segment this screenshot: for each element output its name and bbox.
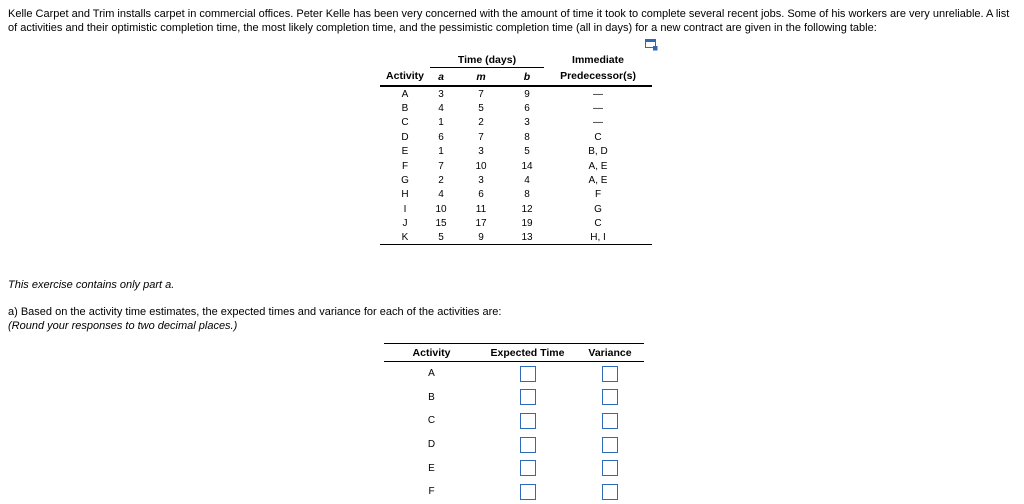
expected-time-cell <box>479 386 576 410</box>
variance-input[interactable] <box>602 484 618 500</box>
cell-act: J <box>402 218 408 230</box>
cell-a: 1 <box>438 146 444 158</box>
variance-input[interactable] <box>602 413 618 429</box>
variance-cell <box>576 386 644 410</box>
a-header: a <box>430 68 452 87</box>
cell-a: 3 <box>438 88 444 100</box>
cell-a: 4 <box>438 103 444 115</box>
activity-time-table <box>380 53 652 245</box>
cell-pred: G <box>594 203 602 215</box>
table-row <box>380 130 652 144</box>
cell-pred: H, I <box>544 231 652 245</box>
cell-a: 6 <box>438 131 444 143</box>
b-header: b <box>510 68 544 87</box>
cell-m: 6 <box>478 189 484 201</box>
variance-input[interactable] <box>602 366 618 382</box>
cell-act: D <box>401 131 409 143</box>
immediate-header: Immediate <box>572 54 624 67</box>
answer-activity: F <box>428 486 435 498</box>
expected-time-cell <box>479 456 576 480</box>
variance-cell <box>576 480 644 504</box>
m-header: m <box>452 68 510 87</box>
expected-time-input[interactable] <box>520 437 536 453</box>
cell-b: 13 <box>510 231 544 245</box>
table-row <box>380 173 652 187</box>
answer-row <box>384 362 644 386</box>
cell-pred: B, D <box>588 146 608 158</box>
cell-act: I <box>403 203 407 215</box>
cell-act: F <box>401 160 409 172</box>
cell-m: 9 <box>452 231 510 245</box>
answer-activity: E <box>428 462 435 474</box>
cell-b: 4 <box>524 175 530 187</box>
cell-a: 15 <box>435 218 447 230</box>
time-days-header: Time (days) <box>430 53 544 68</box>
variance-input[interactable] <box>602 389 618 405</box>
cell-pred: — <box>593 88 603 100</box>
variance-cell <box>576 433 644 457</box>
question-text: a) Based on the activity time estimates, the expected times and variance for each of the activities are: <box>8 306 502 318</box>
cell-pred: — <box>593 117 603 129</box>
table-row <box>380 188 652 202</box>
table-row <box>380 145 652 159</box>
answer-row <box>384 409 644 433</box>
cell-pred: — <box>593 103 603 115</box>
answer-activity-header: Activity <box>384 344 479 362</box>
cell-act: E <box>401 146 409 158</box>
variance-input[interactable] <box>602 460 618 476</box>
cell-act: C <box>401 117 409 129</box>
variance-header: Variance <box>576 344 644 362</box>
table-row <box>380 159 652 173</box>
answer-row <box>384 386 644 410</box>
table-row <box>380 231 652 245</box>
cell-a: 4 <box>438 189 444 201</box>
answer-row <box>384 480 644 504</box>
expected-time-input[interactable] <box>520 460 536 476</box>
expected-time-input[interactable] <box>520 389 536 405</box>
cell-act: B <box>401 103 409 115</box>
cell-b: 5 <box>524 146 530 158</box>
cell-a: 5 <box>430 231 452 245</box>
table-row <box>380 101 652 115</box>
cell-a: 2 <box>438 175 444 187</box>
copy-icon[interactable] <box>645 39 658 51</box>
cell-a: 10 <box>435 203 447 215</box>
cell-b: 14 <box>521 160 533 172</box>
cell-b: 8 <box>524 189 530 201</box>
cell-act: H <box>401 189 409 201</box>
cell-pred: A, E <box>588 175 608 187</box>
predecessor-header: Predecessor(s) <box>544 68 652 87</box>
cell-m: 10 <box>475 160 487 172</box>
cell-m: 3 <box>478 175 484 187</box>
cell-pred: A, E <box>588 160 608 172</box>
cell-b: 3 <box>524 117 530 129</box>
cell-pred: C <box>594 218 602 230</box>
cell-b: 6 <box>524 103 530 115</box>
cell-m: 5 <box>478 103 484 115</box>
variance-cell <box>576 409 644 433</box>
cell-m: 2 <box>478 117 484 129</box>
table-row <box>380 217 652 231</box>
cell-pred: F <box>594 189 602 201</box>
answer-activity: B <box>428 391 435 403</box>
variance-cell <box>576 456 644 480</box>
table-row <box>380 116 652 130</box>
expected-time-cell <box>479 409 576 433</box>
cell-pred: C <box>594 131 602 143</box>
activity-header: Activity <box>380 68 430 87</box>
expected-time-cell <box>479 480 576 504</box>
variance-input[interactable] <box>602 437 618 453</box>
cell-a: 7 <box>438 160 444 172</box>
cell-act: G <box>401 175 409 187</box>
answer-activity: A <box>428 368 435 380</box>
cell-m: 11 <box>475 203 487 215</box>
cell-b: 9 <box>524 88 530 100</box>
cell-m: 7 <box>478 88 484 100</box>
cell-m: 7 <box>478 131 484 143</box>
answer-row <box>384 433 644 457</box>
rounding-hint: (Round your responses to two decimal places.) <box>8 320 238 332</box>
expected-time-input[interactable] <box>520 484 536 500</box>
table-row <box>380 202 652 216</box>
cell-m: 17 <box>475 218 487 230</box>
table-row <box>380 86 652 101</box>
answer-table <box>384 343 644 504</box>
part-note: This exercise contains only part a. <box>8 279 175 291</box>
cell-m: 3 <box>478 146 484 158</box>
expected-time-cell <box>479 433 576 457</box>
expected-time-input[interactable] <box>520 413 536 429</box>
cell-b: 19 <box>521 218 533 230</box>
expected-time-cell <box>479 362 576 386</box>
problem-text: Kelle Carpet and Trim installs carpet in commercial offices. Peter Kelle has been very concerned with the amount of time it took to complete several recent jobs. Some of his workers are very unreliable. A list of activities and their optimistic completion time, the most likely completion time, and the pessimistic completion time (all in days) for a new contract are given in the following table: <box>8 8 1010 34</box>
answer-row <box>384 456 644 480</box>
expected-time-input[interactable] <box>520 366 536 382</box>
question-block <box>8 305 501 333</box>
cell-b: 12 <box>521 203 533 215</box>
cell-a: 1 <box>438 117 444 129</box>
expected-time-header: Expected Time <box>479 344 576 362</box>
answer-activity: D <box>427 439 436 451</box>
cell-b: 8 <box>524 131 530 143</box>
variance-cell <box>576 362 644 386</box>
answer-activity: C <box>427 415 436 427</box>
cell-act: K <box>380 231 430 245</box>
cell-act: A <box>401 88 409 100</box>
